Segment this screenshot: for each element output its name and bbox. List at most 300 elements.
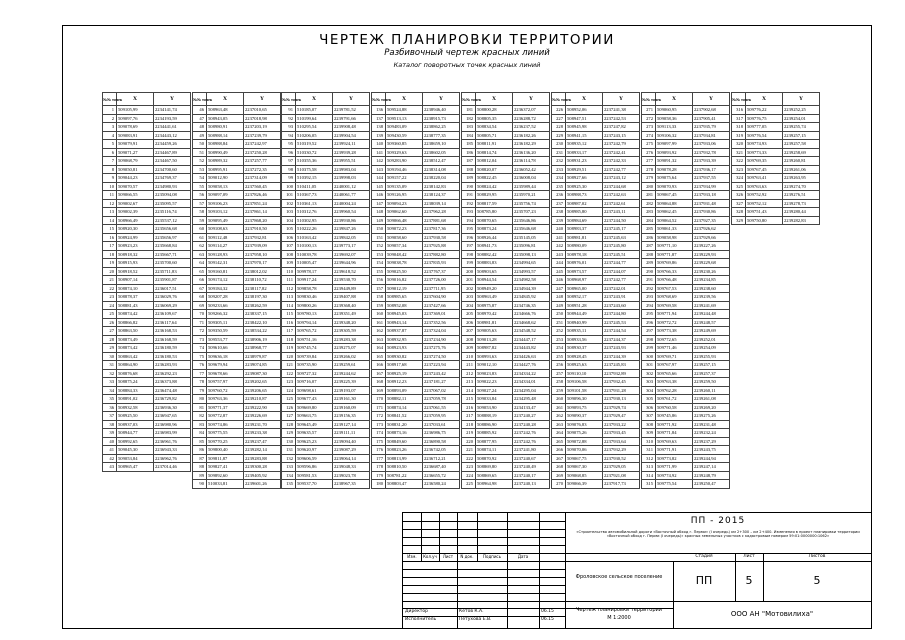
coord-y: 2237962,28 [423,208,460,217]
coord-y: 2237930,13 [603,395,640,404]
coord-y: 2236292,23 [154,369,191,378]
coord-y: 2239259,50 [693,378,730,387]
coord-y: 2239282,83 [783,216,820,225]
coord-y: 2237274,50 [423,352,460,361]
point-number: 315 [642,480,656,489]
point-number: 109 [282,259,296,268]
point-number: 318 [732,123,746,132]
role-director: Директор [405,609,429,614]
table-row [552,386,640,395]
coord-x: 509679,94 [207,361,244,370]
coord-x: 510199,64 [296,114,333,123]
coord-x: 508829,95 [476,191,513,200]
table-row [193,259,281,268]
coord-x: 509751,16 [296,335,333,344]
coord-x: 509770,25 [207,437,244,446]
table-row [372,403,460,412]
point-number: 264 [552,429,566,438]
table-row [193,327,281,336]
coord-x: 508874,42 [117,310,154,319]
coord-y: 2239222,90 [244,403,281,412]
point-number: 285 [642,225,656,234]
coord-x: 509777,05 [746,123,783,132]
coord-x: 508945,98 [566,123,603,132]
point-number: 250 [552,310,566,319]
coord-x: 509097,76 [117,114,154,123]
coord-y: 2238659,10 [423,140,460,149]
point-number: 240 [552,225,566,234]
coord-y: 2237929,05 [603,463,640,472]
point-number: 225 [462,480,476,489]
point-number: 274 [642,131,656,140]
coord-x: 509113,33 [656,123,693,132]
coord-x: 508978,18 [566,250,603,259]
table-row [103,420,191,429]
coord-x: 509106,32 [656,131,693,140]
point-number: 135 [282,480,296,489]
coord-y: 2237604,90 [423,293,460,302]
coord-x: 509663,75 [296,412,333,421]
coord-x: 510295,54 [296,123,333,132]
point-number: 179 [372,471,386,480]
coord-y: 2237560,45 [244,182,281,191]
table-row [372,446,460,455]
coord-x: 509772,72 [656,318,693,327]
point-number: 304 [642,386,656,395]
point-number: 236 [552,191,566,200]
coord-x: 508876,68 [117,369,154,378]
coord-x: 508823,26 [386,446,423,455]
point-number: 25 [103,310,117,319]
coord-y: 2235646,68 [513,225,550,234]
table-row [103,191,191,200]
coord-y: 2234427,76 [513,361,550,370]
point-number: 89 [193,471,207,480]
drawing-subtitle: Разбивочный чертеж красных линий [384,48,550,58]
coord-table [731,92,820,225]
coord-x: 509058,98 [656,233,693,242]
coord-y: 2238337,15 [244,310,281,319]
coord-y: 2237243,93 [603,344,640,353]
header-y: Y [513,93,550,106]
header-y: Y [603,93,640,106]
coord-y: 2239280,44 [783,208,820,217]
coord-x: 508870,92 [476,454,513,463]
table-row [552,378,640,387]
table-row [282,344,370,353]
coord-x: 508841,52 [386,412,423,421]
coord-y: 2239960,54 [333,208,370,217]
coord-x: 509761,72 [656,395,693,404]
table-row [642,157,730,166]
coord-y: 2238220,04 [423,174,460,183]
coord-x: 509067,30 [566,463,603,472]
table-row [552,106,640,115]
coord-y: 2237929,47 [603,412,640,421]
table-row [282,225,370,234]
coord-y: 2235094,08 [154,191,191,200]
coord-y: 2239241,69 [693,301,730,310]
table-row [462,335,550,344]
point-number: 151 [372,233,386,242]
table-row [642,446,730,455]
point-number: 191 [462,191,476,200]
coord-x: 508881,43 [117,301,154,310]
point-number: 159 [372,301,386,310]
coord-y: 2239248,79 [693,471,730,480]
point-number: 196 [462,233,476,242]
table-row [462,157,550,166]
table-row [372,114,460,123]
table-row [103,437,191,446]
point-number: 35 [103,395,117,404]
table-row [282,437,370,446]
table-row [372,233,460,242]
coord-x: 508874,11 [476,446,513,455]
table-row [282,208,370,217]
table-row [372,284,460,293]
coord-x: 509050,81 [117,165,154,174]
point-number: 30 [103,352,117,361]
table-row [462,250,550,259]
coord-y: 2234334,01 [513,378,550,387]
point-number: 257 [552,369,566,378]
table-row [372,361,460,370]
point-number: 63 [193,250,207,259]
coord-x: 508937,03 [117,420,154,429]
coord-y: 2239254,01 [783,114,820,123]
project-code: ПП - 2015 [690,516,746,526]
point-number: 197 [462,242,476,251]
table-row [282,284,370,293]
table-row [193,114,281,123]
table-row [282,429,370,438]
point-number: 231 [552,148,566,157]
coord-y: 2237933,06 [693,140,730,149]
coord-y: 2239234,85 [693,276,730,285]
point-number: 317 [732,114,746,123]
coord-x: 509771,94 [656,310,693,319]
table-row [372,182,460,191]
coord-x: 509012,19 [386,284,423,293]
point-number: 107 [282,242,296,251]
point-number: 244 [552,259,566,268]
table-row [103,148,191,157]
point-number: 182 [462,114,476,123]
coord-y: 2237932,29 [603,446,640,455]
point-number: 58 [193,208,207,217]
point-number: 164 [372,344,386,353]
coord-table [371,92,460,489]
coord-y: 2239983,04 [333,165,370,174]
table-row [642,123,730,132]
point-number: 9 [103,174,117,183]
coord-y: 2237223,94 [423,361,460,370]
coord-x: 510361,13 [296,199,333,208]
header-x: X [296,93,333,106]
table-row [552,403,640,412]
coord-y: 2237244,54 [603,327,640,336]
point-number: 14 [103,216,117,225]
coord-x: 509771,10 [656,242,693,251]
point-number: 155 [372,267,386,276]
table-row [372,335,460,344]
coord-y: 2239227,26 [693,242,730,251]
point-number: 157 [372,284,386,293]
table-row [372,420,460,429]
coord-y: 2238968,77 [244,344,281,353]
table-row [193,225,281,234]
coord-x: 508989,32 [207,157,244,166]
coord-y: 2239160,09 [333,403,370,412]
point-number: 242 [552,242,566,251]
coord-y: 2234459,26 [154,140,191,149]
point-number: 16 [103,233,117,242]
coord-x: 508937,87 [386,327,423,336]
table-row [462,114,550,123]
point-number: 62 [193,242,207,251]
point-number: 137 [372,114,386,123]
coord-y: 2238142,83 [423,182,460,191]
coord-y: 2236182,29 [513,140,550,149]
table-row [193,182,281,191]
sheet-title-line2: М 1:2000 [607,615,631,621]
point-number: 160 [372,310,386,319]
table-row [642,165,730,174]
coord-y: 2239791,66 [333,114,370,123]
coord-x: 509070,57 [117,182,154,191]
coord-y: 2236109,67 [154,310,191,319]
coord-y: 2239276,51 [783,191,820,200]
table-row [642,327,730,336]
point-number: 166 [372,361,386,370]
table-row [103,378,191,387]
coord-x: 509769,58 [656,301,693,310]
coord-y: 2239530,70 [333,276,370,285]
point-number: 24 [103,301,117,310]
point-number: 237 [552,199,566,208]
coord-x: 509774,92 [656,471,693,480]
coord-x: 508885,92 [476,429,513,438]
coord-y: 2237244,68 [603,182,640,191]
table-row [372,327,460,336]
table-row [193,403,281,412]
coord-x: 508886,90 [476,420,513,429]
table-row [282,446,370,455]
coord-x: 508935,11 [566,327,603,336]
point-number: 123 [282,378,296,387]
coord-y: 2237067,02 [423,386,460,395]
coord-x: 509678,66 [207,369,244,378]
coord-x: 509727,32 [296,369,333,378]
point-number: 252 [552,327,566,336]
point-number: 187 [462,157,476,166]
coord-y: 2237018,98 [244,114,281,123]
coord-x: 509350,59 [207,327,244,336]
table-row [193,386,281,395]
coord-y: 2237936,17 [693,165,730,174]
table-row [372,437,460,446]
coord-x: 508925,63 [566,361,603,370]
coord-x: 509773,38 [656,327,693,336]
coord-x: 509097,99 [656,140,693,149]
table-row [103,318,191,327]
coord-y: 2237244,80 [603,310,640,319]
coord-x: 509800,40 [207,446,244,455]
point-number: 4 [103,131,117,140]
point-number: 253 [552,335,566,344]
coord-y: 2237245,53 [603,318,640,327]
table-row [282,123,370,132]
table-row [372,276,460,285]
point-number: 230 [552,140,566,149]
coord-y: 2239449,89 [333,284,370,293]
coord-y: 2239252,25 [783,106,820,115]
coord-x: 509757,97 [207,378,244,387]
table-row [193,335,281,344]
coord-x: 509093,92 [656,148,693,157]
table-row [282,267,370,276]
coord-x: 509524,88 [386,106,423,115]
coord-x: 508968,97 [566,276,603,285]
point-number: 269 [552,471,566,480]
point-number: 51 [193,148,207,157]
point-number: 248 [552,293,566,302]
coord-y: 2239231,48 [693,420,730,429]
table-row [103,276,191,285]
coord-y: 2239244,94 [693,454,730,463]
coord-x: 508932,58 [117,403,154,412]
coord-x: 509776,54 [746,131,783,140]
coord-y: 2237933,22 [603,420,640,429]
table-row [372,140,460,149]
table-row [193,242,281,251]
coord-y: 2237921,08 [603,471,640,480]
table-row [552,446,640,455]
coord-x: 509126,95 [386,191,423,200]
point-number: 218 [462,420,476,429]
col-header-change: Изм. [407,554,417,559]
coord-x: 508834,54 [476,123,513,132]
point-number: 214 [462,386,476,395]
coord-y: 2237272,35 [244,165,281,174]
point-number: 84 [193,429,207,438]
coord-x: 509083,91 [117,131,154,140]
coord-y: 2238906,19 [244,335,281,344]
point-number: 69 [193,301,207,310]
point-number: 194 [462,216,476,225]
table-row [552,454,640,463]
coord-y: 2236936,30 [154,403,191,412]
table-row [552,335,640,344]
coord-x: 508869,65 [476,471,513,480]
coord-x: 509066,48 [386,216,423,225]
coord-y: 2234133,47 [513,403,550,412]
point-number: 208 [462,335,476,344]
coord-x: 508873,24 [476,225,513,234]
table-row [103,463,191,472]
point-number: 307 [642,412,656,421]
table-row [193,199,281,208]
coord-x: 509025,50 [386,267,423,276]
coord-x: 508944,49 [566,310,603,319]
coord-y: 2237014,46 [154,463,191,472]
coord-x: 508884,33 [117,386,154,395]
header-points: №№ точек [193,93,207,106]
coord-x: 509097,09 [207,191,244,200]
coord-x: 510367,73 [296,191,333,200]
point-number: 310 [642,437,656,446]
coord-y: 2237932,89 [603,369,640,378]
table-row [552,284,640,293]
coord-y: 2238602,05 [423,148,460,157]
coord-y: 2239238,60 [693,284,730,293]
table-row [462,165,550,174]
coord-x: 509669,80 [296,403,333,412]
coord-y: 2235656,68 [154,225,191,234]
point-number: 48 [193,123,207,132]
table-row [732,131,820,140]
coord-y: 2239244,48 [693,310,730,319]
coord-y: 2239260,81 [783,157,820,166]
coord-x: 509103,12 [207,208,244,217]
table-row [462,344,550,353]
coord-y: 2236986,75 [423,429,460,438]
point-number: 72 [193,327,207,336]
coord-y: 2237242,01 [603,284,640,293]
coord-x: 508927,66 [566,174,603,183]
coord-y: 2237240,49 [513,463,550,472]
header-x: X [386,93,423,106]
coord-y: 2234295,04 [513,386,550,395]
point-number: 272 [642,114,656,123]
table-row [642,140,730,149]
table-row [552,165,640,174]
point-number: 32 [103,369,117,378]
point-number: 127 [282,412,296,421]
point-number: 280 [642,182,656,191]
coord-y: 2237241,38 [603,106,640,115]
project-description: «Строительство автомобильной дороги «Восточный обход г. Перми» (I очередь) км 2+300 – км 2+400. Изменения в проект планировки территории «Восточный обход г. Перми (I очередь)» красных земельных участков с кадастровым номером 59:01:0000000:1062» [576,530,860,539]
coord-x: 508874,14 [386,403,423,412]
coord-x: 508866,82 [117,318,154,327]
coord-y: 2239847,26 [333,225,370,234]
coord-x: 509058,13 [207,182,244,191]
table-row [642,259,730,268]
coord-x: 508981,81 [476,318,513,327]
point-number: 27 [103,327,117,336]
coord-x: 509745,74 [296,344,333,353]
table-row [462,369,550,378]
coord-y: 2237240,13 [513,480,550,489]
coord-x: 508980,91 [207,123,244,132]
point-number: 3 [103,123,117,132]
header-y: Y [693,93,730,106]
coord-x: 508987,82 [476,344,513,353]
coord-x: 509066,39 [566,480,603,489]
point-number: 46 [193,106,207,115]
coord-x: 509775,55 [207,429,244,438]
coord-y: 2235667,71 [154,250,191,259]
coord-x: 509513,13 [386,114,423,123]
coord-y: 2237314,09 [244,174,281,183]
coord-x: 509053,84 [117,454,154,463]
coord-y: 2239225,39 [333,378,370,387]
table-row [282,250,370,259]
coord-y: 2237240,17 [513,471,550,480]
coord-y: 2237726,00 [423,276,460,285]
table-row [552,259,640,268]
